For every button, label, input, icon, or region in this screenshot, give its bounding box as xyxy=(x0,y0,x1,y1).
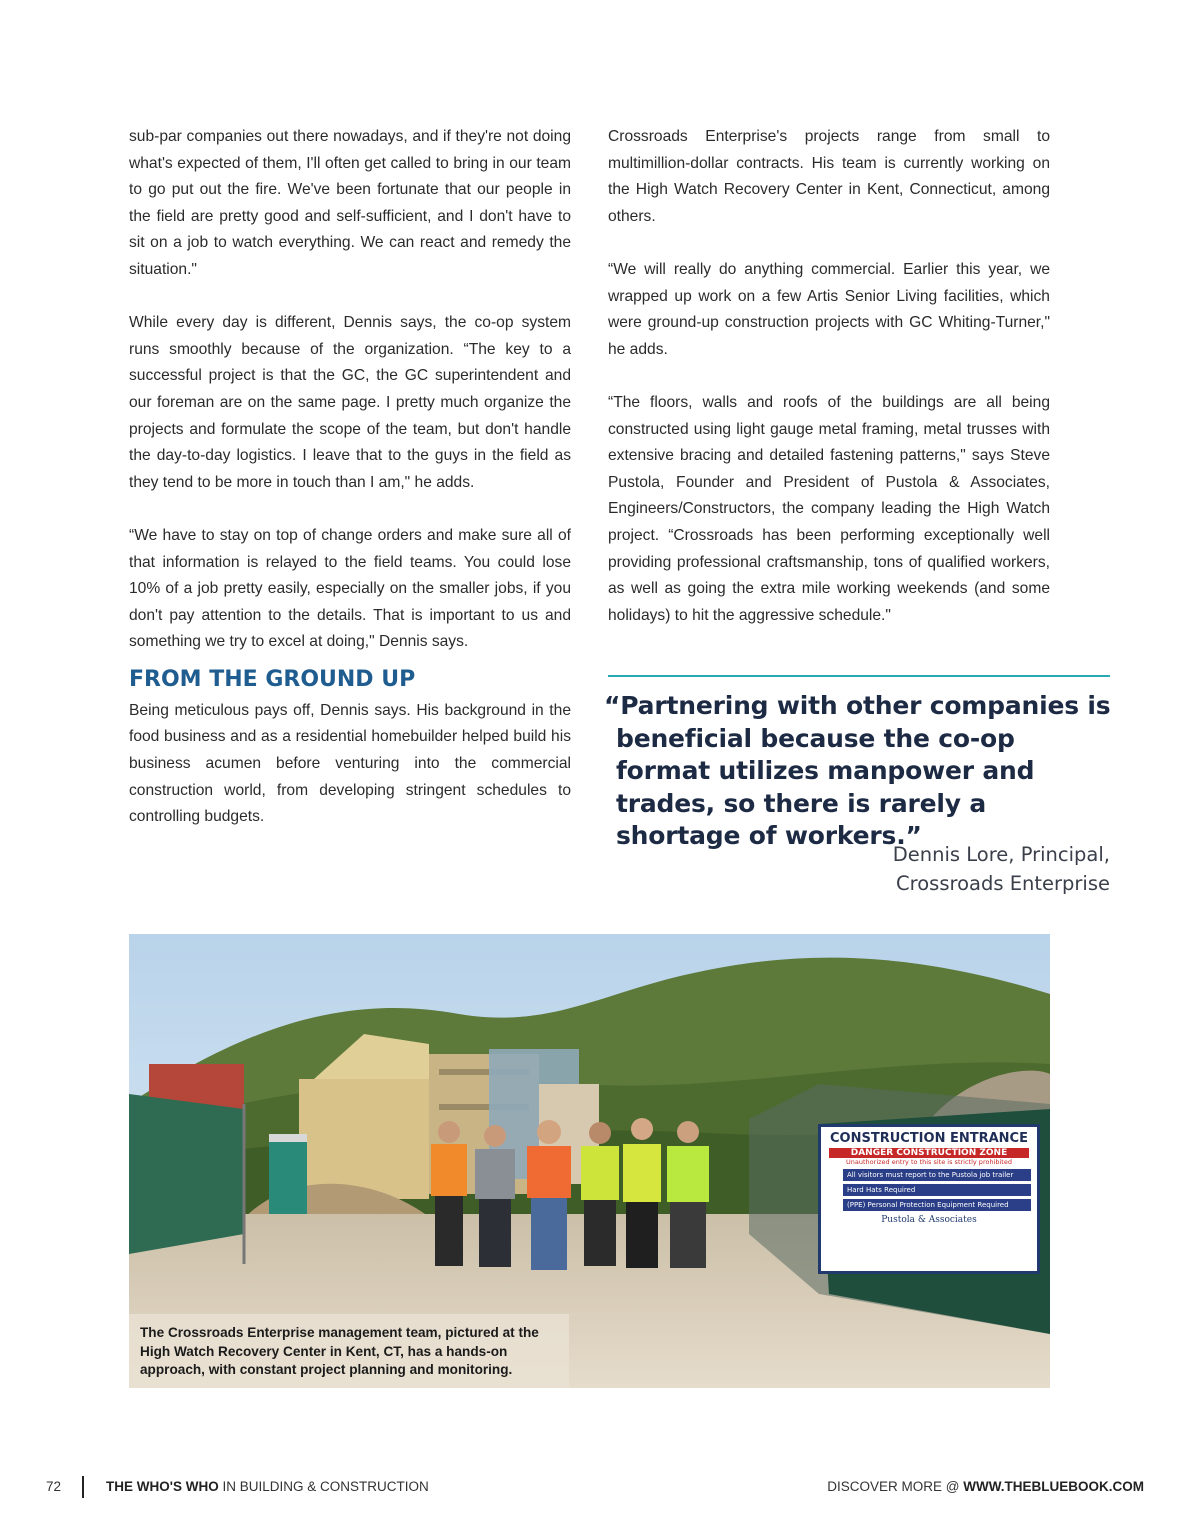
pull-quote-rule xyxy=(608,675,1110,677)
publication-name-bold: THE WHO'S WHO xyxy=(106,1479,219,1494)
body-paragraph: “We have to stay on top of change orders and make sure all of that information is relayed to the field teams. You could lose 10% of a job pretty easily, especially on the smaller jobs, if you don't pay attention to the details. That is important to us and something we try to excel at doing," Dennis says. xyxy=(129,526,571,651)
attribution-name: Dennis Lore, Principal, xyxy=(892,843,1110,866)
publication-name-rest: IN BUILDING & CONSTRUCTION xyxy=(218,1479,429,1494)
footer-divider xyxy=(82,1476,84,1498)
website-link[interactable]: WWW.THEBLUEBOOK.COM xyxy=(963,1479,1144,1494)
body-paragraph: sub-par companies out there nowadays, and if they're not doing what's expected of them, I'll often get called to bring in our team to go put out the fire. We've been fortunate that our people in the field are pretty good and self-sufficient, and I don't have to sit on a job to watch everything. We can react and remedy the situation." xyxy=(129,128,571,278)
attribution-company: Crossroads Enterprise xyxy=(896,872,1110,895)
section-heading: FROM THE GROUND UP xyxy=(129,666,416,692)
sign-row: All visitors must report to the Pustola job trailer xyxy=(843,1169,1031,1181)
right-column xyxy=(608,124,1050,629)
pull-quote xyxy=(604,690,1114,853)
body-paragraph: Being meticulous pays off, Dennis says. His background in the food business and as a residential homebuilder helped build his business acumen before venturing into the commercial construction world, from developing stringent schedules to controlling budgets. xyxy=(129,701,571,826)
body-paragraph: While every day is different, Dennis says, the co-op system runs smoothly because of the organization. “The key to a successful project is that the GC, the GC superintendent and our foreman are on the same page. I pretty much organize the projects and formulate the scope of the team, but don't handle the day-to-day logistics. I leave that to the guys in the field as they tend to be more in touch than I am," he adds. xyxy=(129,314,571,491)
discover-more xyxy=(827,1479,1144,1494)
sign-subtext: Unauthorized entry to this site is strictly prohibited xyxy=(846,1158,1012,1166)
sign-danger: DANGER CONSTRUCTION ZONE xyxy=(829,1148,1029,1158)
photo-caption: The Crossroads Enterprise management team, pictured at the High Watch Recovery Center in Kent, CT, has a hands-on approach, with constant project planning and monitoring. xyxy=(140,1325,539,1377)
sign-row: (PPE) Personal Protection Equipment Required xyxy=(843,1199,1031,1211)
site-photo xyxy=(129,934,1050,1388)
discover-prefix: DISCOVER MORE @ xyxy=(827,1479,964,1494)
publication-name xyxy=(106,1479,429,1494)
sign-title: CONSTRUCTION ENTRANCE xyxy=(830,1131,1028,1146)
body-paragraph: “We will really do anything commercial. Earlier this year, we wrapped up work on a few Artis Senior Living facilities, which were ground-up construction projects with GC Whiting-Turner," he adds. xyxy=(608,260,1050,358)
body-paragraph: “The floors, walls and roofs of the buildings are all being constructed using light gauge metal framing, metal trusses with extensive bracing and detailed fastening patterns," says Steve Pustola, Founder and President of Pustola & Associates, Engineers/Constructors, the company leading the High Watch project. “Crossroads has been performing exceptionally well providing professional craftsmanship, tons of qualified workers, as well as going the extra mile working weekends (and some holidays) to hit the aggressive schedule." xyxy=(608,393,1050,624)
pull-quote-attribution xyxy=(893,840,1110,898)
sign-row: Hard Hats Required xyxy=(843,1184,1031,1196)
body-paragraph: Crossroads Enterprise's projects range from small to multimillion-dollar contracts. His team is currently working on the High Watch Recovery Center in Kent, Connecticut, among others. xyxy=(608,128,1050,225)
pull-quote-text: “Partnering with other companies is beneficial because the co-op format utilizes manpower and trades, so there is rarely a shortage of workers.” xyxy=(604,691,1111,850)
page-number: 72 xyxy=(46,1479,62,1494)
sign-company: Pustola & Associates xyxy=(881,1215,977,1225)
construction-entrance-sign xyxy=(818,1124,1040,1274)
left-column xyxy=(129,124,571,831)
